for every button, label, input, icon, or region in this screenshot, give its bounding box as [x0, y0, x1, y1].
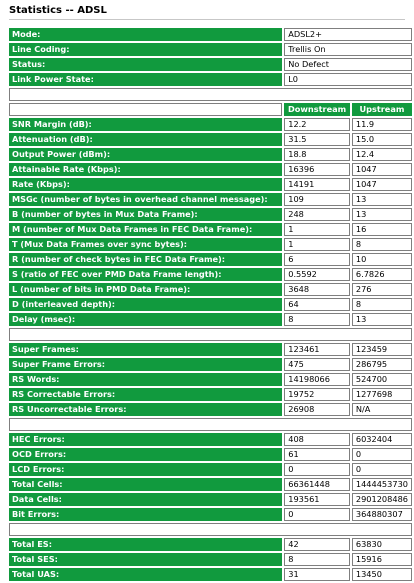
downstream-value: 8 [284, 313, 350, 326]
stat-label: OCD Errors: [9, 448, 282, 461]
downstream-value: 26908 [284, 403, 350, 416]
stat-label: Total ES: [9, 538, 282, 551]
downstream-value: 6 [284, 253, 350, 266]
upstream-value: 13 [352, 193, 412, 206]
stat-row [9, 553, 412, 566]
upstream-value: 364880307 [352, 508, 412, 521]
downstream-value: 123461 [284, 343, 350, 356]
downstream-value: 31 [284, 568, 350, 581]
stat-row [9, 343, 412, 356]
stat-label: Total Cells: [9, 478, 282, 491]
stat-row [9, 253, 412, 266]
spacer-cell [9, 523, 412, 536]
downstream-value: 3648 [284, 283, 350, 296]
downstream-value: 248 [284, 208, 350, 221]
stat-label: Total SES: [9, 553, 282, 566]
downstream-value: 42 [284, 538, 350, 551]
stat-label: RS Words: [9, 373, 282, 386]
upstream-value: 1047 [352, 178, 412, 191]
upstream-value: 1047 [352, 163, 412, 176]
status-value: ADSL2+ [284, 28, 412, 41]
downstream-value: 18.8 [284, 148, 350, 161]
downstream-value: 8 [284, 553, 350, 566]
downstream-value: 14198066 [284, 373, 350, 386]
downstream-value: 64 [284, 298, 350, 311]
stat-row [9, 313, 412, 326]
spacer-row [9, 328, 412, 341]
header-blank-cell [9, 103, 282, 116]
stat-label: M (number of Mux Data Frames in FEC Data Frame): [9, 223, 282, 236]
stat-label: Super Frames: [9, 343, 282, 356]
downstream-value: 66361448 [284, 478, 350, 491]
upstream-value: 8 [352, 238, 412, 251]
spacer-row [9, 88, 412, 101]
upstream-value: 276 [352, 283, 412, 296]
stat-row [9, 358, 412, 371]
stat-row [9, 508, 412, 521]
stat-row [9, 148, 412, 161]
upstream-value: 0 [352, 448, 412, 461]
stat-row [9, 223, 412, 236]
status-value: No Defect [284, 58, 412, 71]
upstream-value: 13450 [352, 568, 412, 581]
stat-label: RS Correctable Errors: [9, 388, 282, 401]
stat-row [9, 118, 412, 131]
stat-label: S (ratio of FEC over PMD Data Frame length): [9, 268, 282, 281]
upstream-value: 0 [352, 463, 412, 476]
downstream-header: Downstream [284, 103, 350, 116]
stat-label: D (interleaved depth): [9, 298, 282, 311]
upstream-value: 524700 [352, 373, 412, 386]
stat-row [9, 283, 412, 296]
downstream-value: 19752 [284, 388, 350, 401]
upstream-value: 1277698 [352, 388, 412, 401]
upstream-value: 16 [352, 223, 412, 236]
stat-row [9, 448, 412, 461]
downstream-value: 0.5592 [284, 268, 350, 281]
spacer-cell [9, 88, 412, 101]
upstream-value: N/A [352, 403, 412, 416]
page-title: Statistics -- ADSL [9, 5, 107, 16]
downstream-value: 0 [284, 508, 350, 521]
upstream-header: Upstream [352, 103, 412, 116]
status-value: Trellis On [284, 43, 412, 56]
stat-label: SNR Margin (dB): [9, 118, 282, 131]
upstream-value: 8 [352, 298, 412, 311]
stat-row [9, 538, 412, 551]
downstream-value: 12.2 [284, 118, 350, 131]
stat-label: B (number of bytes in Mux Data Frame): [9, 208, 282, 221]
upstream-value: 6.7826 [352, 268, 412, 281]
stat-row [9, 133, 412, 146]
upstream-value: 10 [352, 253, 412, 266]
stat-label: HEC Errors: [9, 433, 282, 446]
stat-label: Rate (Kbps): [9, 178, 282, 191]
stat-row [9, 298, 412, 311]
upstream-value: 6032404 [352, 433, 412, 446]
upstream-value: 2901208486 [352, 493, 412, 506]
downstream-value: 475 [284, 358, 350, 371]
stat-label: MSGc (number of bytes in overhead channel message): [9, 193, 282, 206]
stat-label: Attainable Rate (Kbps): [9, 163, 282, 176]
status-label: Mode: [9, 28, 282, 41]
stat-row [9, 163, 412, 176]
stat-label: Data Cells: [9, 493, 282, 506]
downstream-value: 14191 [284, 178, 350, 191]
stat-label: LCD Errors: [9, 463, 282, 476]
adsl-statistics-table [7, 26, 414, 583]
downstream-value: 1 [284, 238, 350, 251]
upstream-value: 15916 [352, 553, 412, 566]
status-row [9, 58, 412, 71]
upstream-value: 123459 [352, 343, 412, 356]
title-divider [9, 19, 405, 20]
downstream-value: 109 [284, 193, 350, 206]
stat-row [9, 208, 412, 221]
status-row [9, 28, 412, 41]
stat-row [9, 478, 412, 491]
status-row [9, 73, 412, 86]
downstream-value: 1 [284, 223, 350, 236]
downstream-value: 193561 [284, 493, 350, 506]
downstream-value: 408 [284, 433, 350, 446]
stat-row [9, 433, 412, 446]
stat-row [9, 568, 412, 581]
upstream-value: 12.4 [352, 148, 412, 161]
stat-label: Total UAS: [9, 568, 282, 581]
upstream-value: 13 [352, 313, 412, 326]
stat-label: Bit Errors: [9, 508, 282, 521]
stat-row [9, 373, 412, 386]
stat-row [9, 178, 412, 191]
stat-label: Output Power (dBm): [9, 148, 282, 161]
stat-label: Delay (msec): [9, 313, 282, 326]
stat-label: L (number of bits in PMD Data Frame): [9, 283, 282, 296]
status-label: Status: [9, 58, 282, 71]
upstream-value: 11.9 [352, 118, 412, 131]
downstream-value: 61 [284, 448, 350, 461]
stat-label: Super Frame Errors: [9, 358, 282, 371]
upstream-value: 1444453730 [352, 478, 412, 491]
status-value: L0 [284, 73, 412, 86]
stat-row [9, 403, 412, 416]
downstream-value: 31.5 [284, 133, 350, 146]
upstream-value: 286795 [352, 358, 412, 371]
stat-row [9, 193, 412, 206]
stat-label: Attenuation (dB): [9, 133, 282, 146]
spacer-row [9, 523, 412, 536]
stat-row [9, 238, 412, 251]
stat-row [9, 268, 412, 281]
upstream-value: 63830 [352, 538, 412, 551]
spacer-row [9, 418, 412, 431]
column-header-row [9, 103, 412, 116]
spacer-cell [9, 328, 412, 341]
status-label: Link Power State: [9, 73, 282, 86]
upstream-value: 15.0 [352, 133, 412, 146]
downstream-value: 16396 [284, 163, 350, 176]
status-label: Line Coding: [9, 43, 282, 56]
upstream-value: 13 [352, 208, 412, 221]
status-row [9, 43, 412, 56]
stat-label: R (number of check bytes in FEC Data Frame): [9, 253, 282, 266]
spacer-cell [9, 418, 412, 431]
stat-row [9, 388, 412, 401]
stat-row [9, 493, 412, 506]
downstream-value: 0 [284, 463, 350, 476]
stat-label: RS Uncorrectable Errors: [9, 403, 282, 416]
stat-label: T (Mux Data Frames over sync bytes): [9, 238, 282, 251]
stat-row [9, 463, 412, 476]
